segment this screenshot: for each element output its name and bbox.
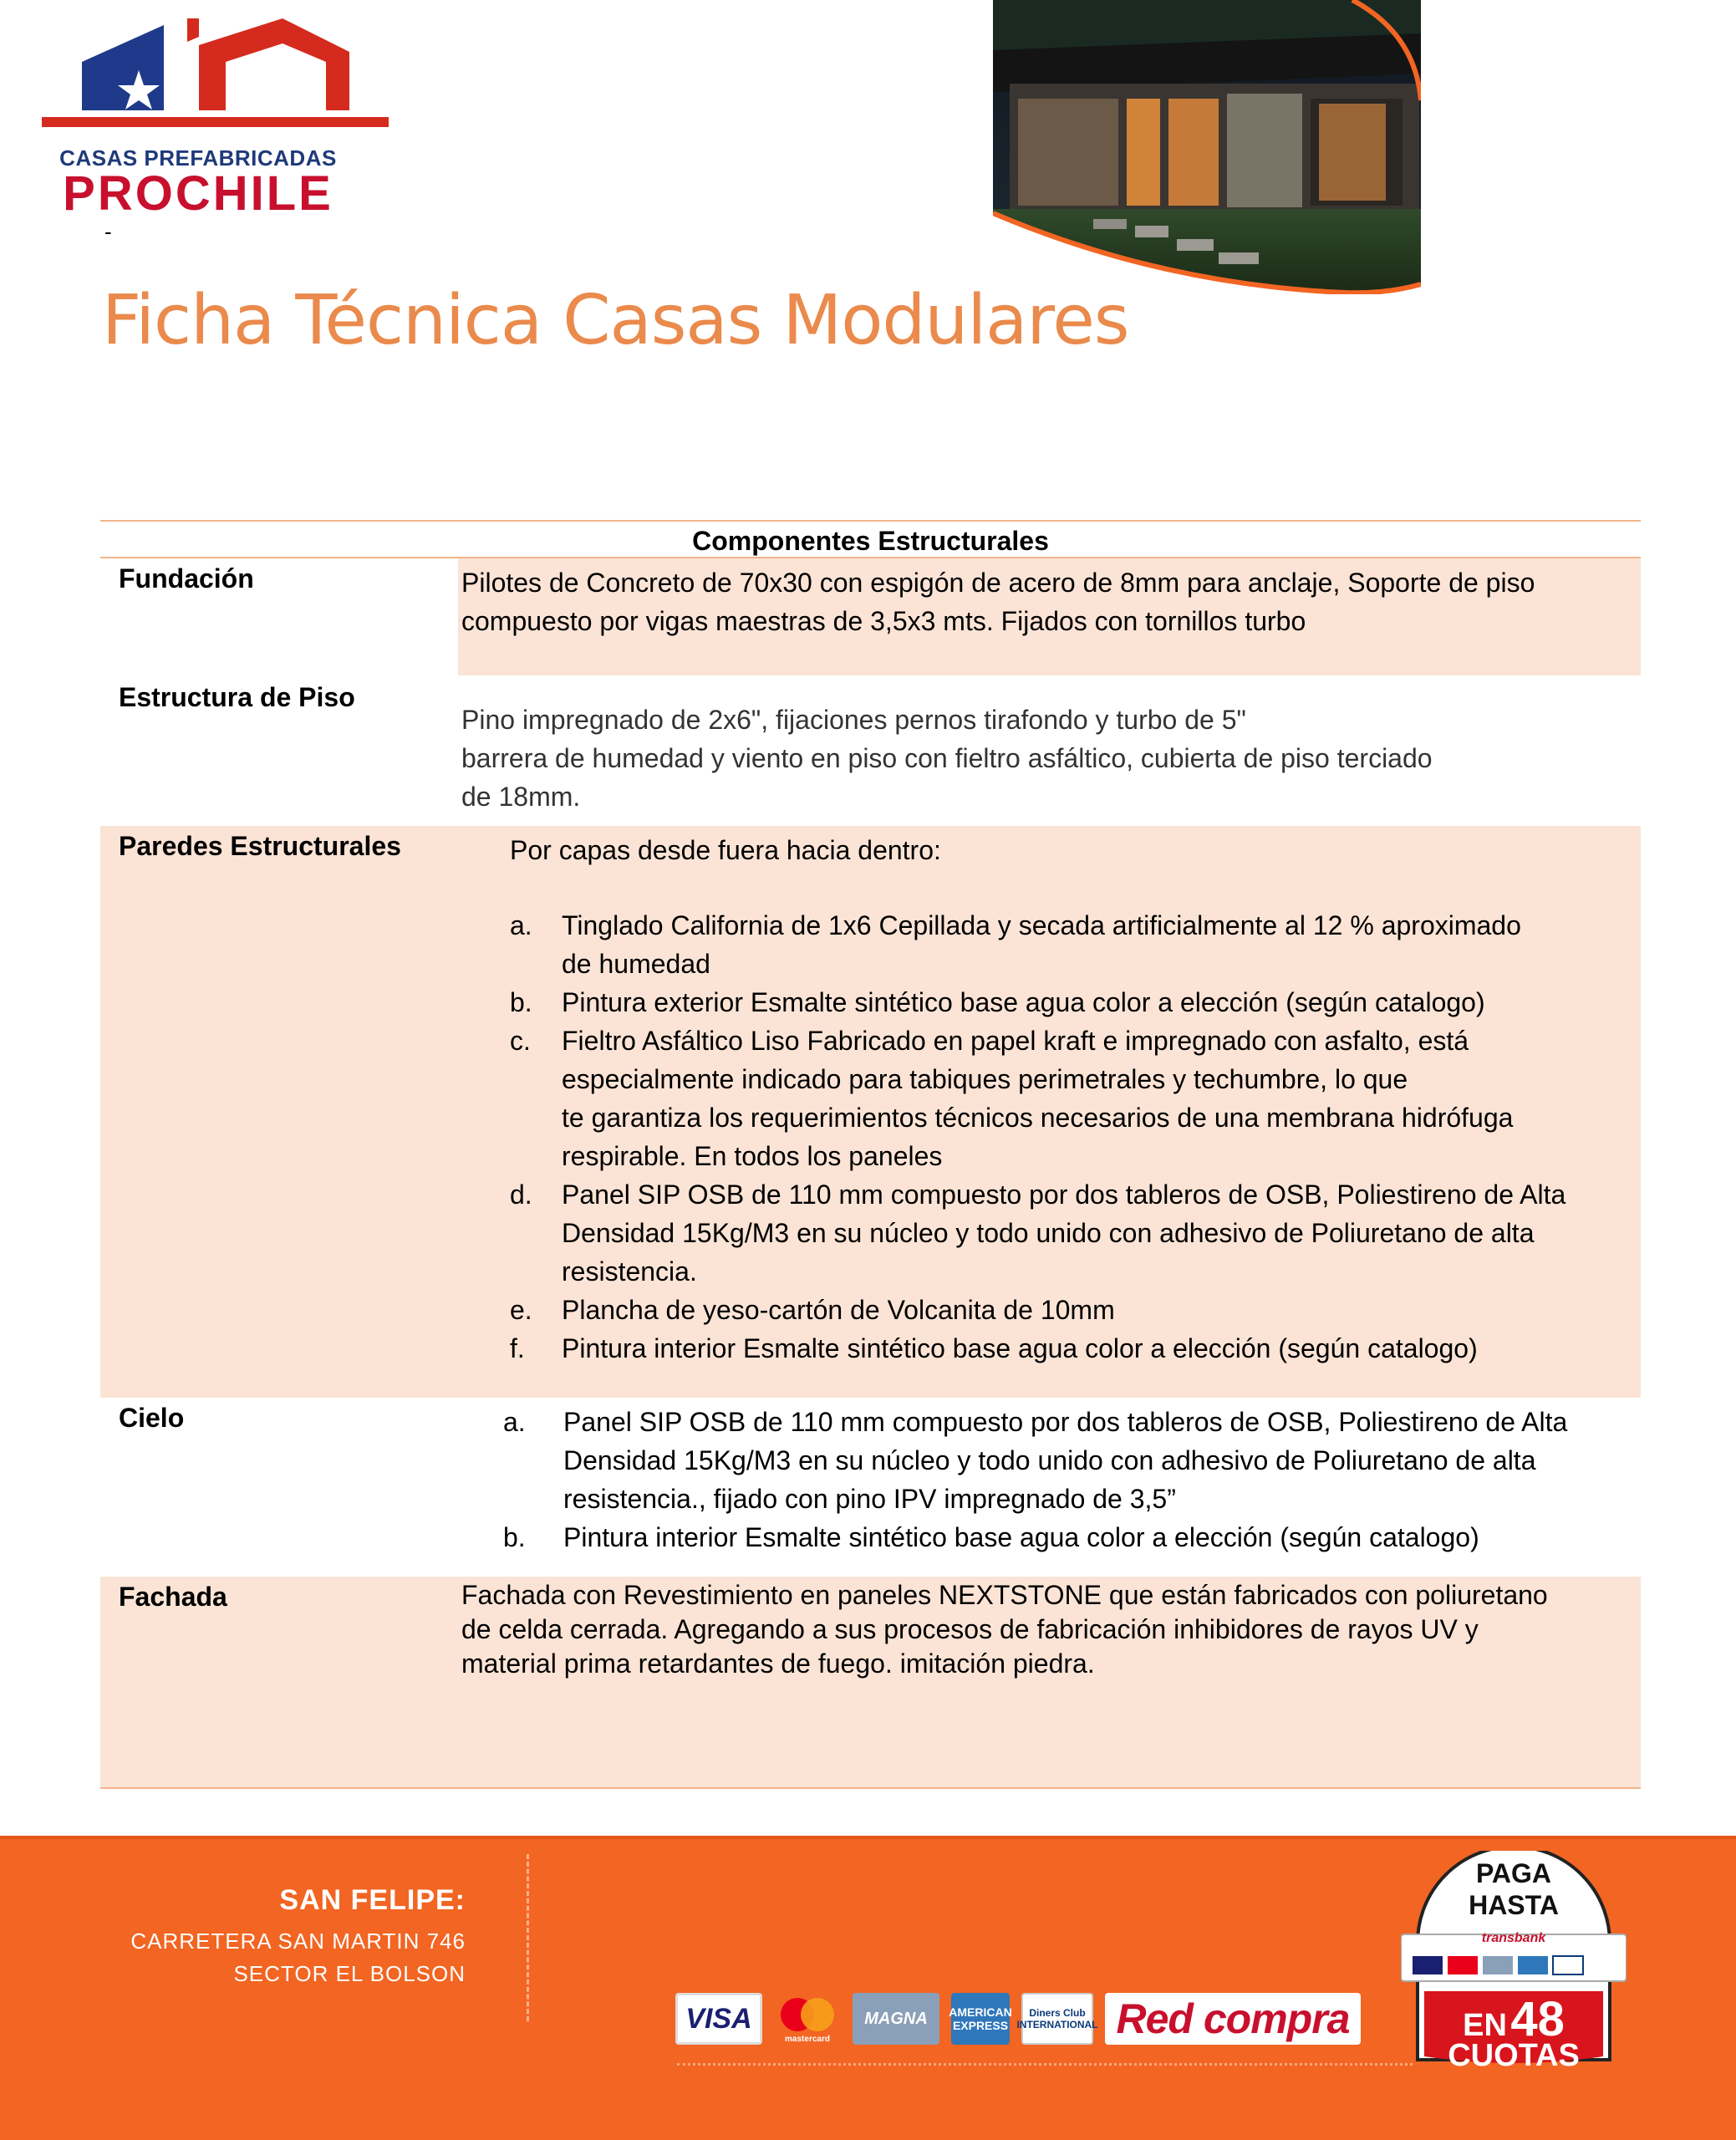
- value-estructura-piso: [458, 675, 1641, 826]
- text-line: compuesto por vigas maestras de 3,5x3 mts. Fijados con tornillos turbo: [461, 606, 1306, 636]
- row-paredes-estructurales: [100, 826, 1641, 1398]
- badge-line-1: PAGA: [1475, 1858, 1552, 1888]
- value-fundacion: [458, 558, 1641, 675]
- row-estructura-piso: [100, 675, 1641, 826]
- page-title: Ficha Técnica Casas Modulares: [102, 281, 1129, 360]
- list-marker: a.: [503, 1407, 526, 1437]
- text-line: Plancha de yeso-cartón de Volcanita de 10mm: [562, 1295, 1115, 1325]
- address-line-2: SECTOR EL BOLSON: [233, 1961, 466, 1986]
- text-line: barrera de humedad y viento en piso con fieltro asfáltico, cubierta de piso terciado: [461, 743, 1433, 773]
- row-fachada: [100, 1577, 1641, 1789]
- paredes-intro: Por capas desde fuera hacia dentro:: [510, 835, 941, 865]
- text-line: resistencia.: [562, 1256, 697, 1287]
- text-line: Densidad 15Kg/M3 en su núcleo y todo unido con adhesivo de Poliuretano de alta: [563, 1445, 1536, 1475]
- label-fachada: Fachada: [100, 1577, 458, 1787]
- text-line: de 18mm.: [461, 782, 581, 812]
- text-line: Pintura interior Esmalte sintético base agua color a elección (según catalogo): [563, 1522, 1479, 1552]
- list-item: [461, 1022, 1624, 1175]
- footer-divider: [527, 1854, 529, 2021]
- components-table: [100, 520, 1641, 1789]
- paredes-list: [461, 906, 1624, 1368]
- text-line: Pilotes de Concreto de 70x30 con espigón de acero de 8mm para anclaje, Soporte de piso: [461, 568, 1535, 598]
- list-item: [461, 1403, 1624, 1518]
- list-marker: b.: [503, 1522, 526, 1552]
- visa-logo: VISA: [675, 1993, 762, 2045]
- row-cielo: [100, 1398, 1641, 1577]
- footer-address: [130, 1884, 466, 1987]
- mastercard-logo: [774, 1993, 841, 2045]
- footer-top-strip: [0, 1836, 1736, 1839]
- text-line: Panel SIP OSB de 110 mm compuesto por dos tableros de OSB, Poliestireno de Alta: [562, 1180, 1566, 1210]
- label-estructura-piso: Estructura de Piso: [100, 675, 458, 826]
- header-dash: -: [104, 219, 112, 244]
- list-marker: e.: [510, 1295, 532, 1325]
- list-item: [461, 1291, 1624, 1329]
- transbank-label: transbank: [1481, 1931, 1546, 1945]
- badge-en: EN: [1463, 2008, 1507, 2043]
- list-marker: a.: [510, 910, 532, 940]
- text-line: Fachada con Revestimiento en paneles NEXTSTONE que están fabricados con poliuretano: [461, 1580, 1548, 1610]
- payment-cards: [675, 1988, 1361, 2050]
- logo-tagline: CASAS PREFABRICADAS: [59, 145, 337, 171]
- redcompra-logo: Red compra: [1105, 1993, 1361, 2045]
- badge-title: [1413, 1857, 1615, 1921]
- text-line: respirable. En todos los paneles: [562, 1141, 943, 1171]
- list-item: [461, 1175, 1624, 1291]
- logo-house-red: [199, 18, 349, 110]
- row-fundacion: [100, 558, 1641, 675]
- list-marker: c.: [510, 1026, 531, 1056]
- address-city: SAN FELIPE:: [279, 1884, 466, 1916]
- text-line: material prima retardantes de fuego. imitación piedra.: [461, 1648, 1095, 1679]
- mastercard-icon: [774, 1993, 841, 2045]
- diners-logo: Diners Club INTERNATIONAL: [1021, 1993, 1093, 2045]
- value-cielo: [458, 1398, 1641, 1577]
- text-line: de humedad: [562, 949, 710, 979]
- footer-dotted-line: [677, 2063, 1413, 2066]
- logo-base-bar: [42, 117, 389, 127]
- magna-logo: MAGNA: [853, 1993, 939, 2045]
- text-line: Fieltro Asfáltico Liso Fabricado en papel kraft e impregnado con asfalto, está: [562, 1026, 1469, 1056]
- logo-brand-name: PROCHILE: [63, 166, 333, 221]
- value-fachada: [458, 1577, 1641, 1787]
- label-fundacion: Fundación: [100, 558, 458, 675]
- table-header: Componentes Estructurales: [100, 520, 1641, 558]
- list-item: [461, 1518, 1624, 1557]
- list-item: [461, 906, 1624, 983]
- amex-logo: AMERICAN EXPRESS: [951, 1993, 1010, 2045]
- label-paredes: Paredes Estructurales: [100, 826, 458, 1398]
- text-line: Pino impregnado de 2x6", fijaciones pernos tirafondo y turbo de 5": [461, 705, 1246, 735]
- list-marker: f.: [510, 1333, 525, 1363]
- text-line: Densidad 15Kg/M3 en su núcleo y todo unido con adhesivo de Poliuretano de alta: [562, 1218, 1535, 1248]
- house-photo: [993, 0, 1421, 294]
- badge-cuotas: CUOTAS: [1448, 2038, 1580, 2073]
- list-item: [461, 983, 1624, 1022]
- list-item: [461, 1329, 1624, 1368]
- address-line-1: CARRETERA SAN MARTIN 746: [130, 1929, 466, 1954]
- text-line: te garantiza los requerimientos técnicos necesarios de una membrana hidrófuga: [562, 1103, 1514, 1133]
- label-cielo: Cielo: [100, 1398, 458, 1577]
- badge-line-2: HASTA: [1469, 1890, 1559, 1920]
- list-marker: d.: [510, 1180, 532, 1210]
- text-line: Pintura exterior Esmalte sintético base agua color a elección (según catalogo): [562, 987, 1485, 1017]
- text-line: especialmente indicado para tabiques perimetrales y techumbre, lo que: [562, 1064, 1408, 1094]
- mastercard-label: mastercard: [785, 2035, 830, 2044]
- text-line: Panel SIP OSB de 110 mm compuesto por dos tableros de OSB, Poliestireno de Alta: [563, 1407, 1568, 1437]
- list-marker: b.: [510, 987, 532, 1017]
- badge-number: 48: [1510, 1992, 1565, 2046]
- text-line: Tinglado California de 1x6 Cepillada y secada artificialmente al 12 % aproximado: [562, 910, 1521, 940]
- cielo-list: [461, 1403, 1624, 1557]
- logo-chimney: [187, 18, 199, 42]
- value-paredes: [458, 826, 1641, 1398]
- logo-house-blue: [82, 25, 164, 110]
- text-line: de celda cerrada. Agregando a sus procesos de fabricación inhibidores de rayos UV y: [461, 1614, 1479, 1644]
- text-line: resistencia., fijado con pino IPV impregnado de 3,5”: [563, 1484, 1176, 1514]
- text-line: Pintura interior Esmalte sintético base agua color a elección (según catalogo): [562, 1333, 1478, 1363]
